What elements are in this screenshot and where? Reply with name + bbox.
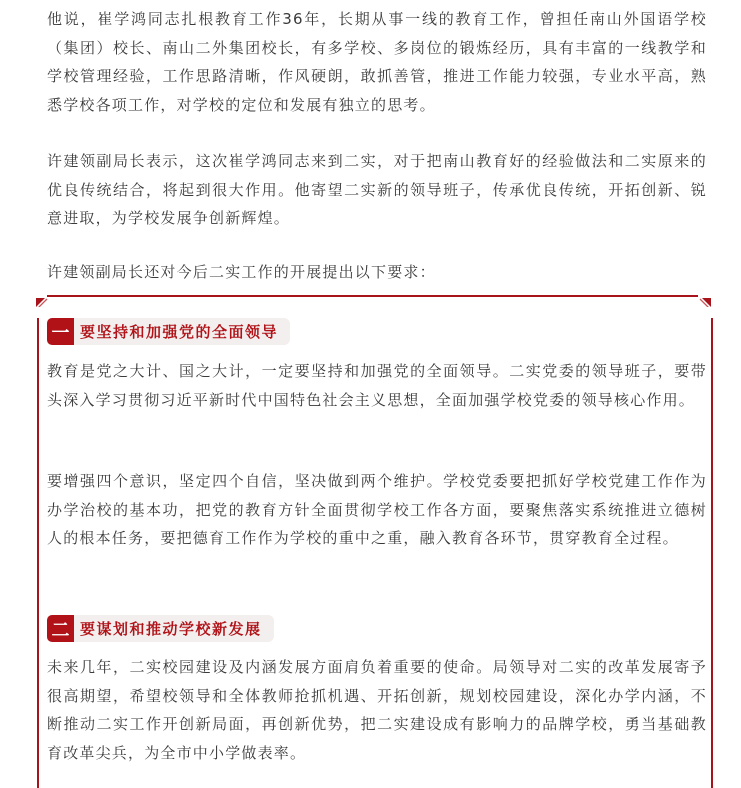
intro-paragraph-3: 许建领副局长还对今后二实工作的开展提出以下要求： xyxy=(47,263,436,281)
section-title: 要坚持和加强党的全面领导 xyxy=(80,323,279,341)
section-heading-1 xyxy=(47,318,290,345)
frame-corner-right-icon xyxy=(699,295,711,307)
section-title: 要谋划和推动学校新发展 xyxy=(80,620,262,638)
section-1-paragraph-1: 教育是党之大计、国之大计，一定要坚持和加强党的全面领导。二实党委的领导班子，要带头深入学习贯彻习近平新时代中国特色社会主义思想，全面加强学校党委的领导核心作用。 xyxy=(47,362,707,409)
intro-paragraph-2: 许建领副局长表示，这次崔学鸿同志来到二实，对于把南山教育好的经验做法和二实原来的优良传统结合，将起到很大作用。他寄望二实新的领导班子，传承优良传统，开拓创新、锐意进取，为学校发展争创新辉煌。 xyxy=(47,152,707,227)
frame-top-border xyxy=(47,295,698,297)
intro-paragraph-1: 他说，崔学鸿同志扎根教育工作36年，长期从事一线的教育工作，曾担任南山外国语学校（集团）校长、南山二外集团校长，有多学校、多岗位的锻炼经历，具有丰富的一线教学和学校管理经验，工作思路清晰，作风硬朗，敢抓善管，推进工作能力较强，专业水平高，熟悉学校各项工作，对学校的定位和发展有独立的思考。 xyxy=(47,10,707,114)
frame-left-border xyxy=(37,318,39,788)
section-2-paragraph-1: 未来几年，二实校园建设及内涵发展方面肩负着重要的使命。局领导对二实的改革发展寄予很高期望，希望校领导和全体教师抢抓机遇、开拓创新，规划校园建设，深化办学内涵，不断推动二实工作开创新局面，再创新优势，把二实建设成有影响力的品牌学校，勇当基础教育改革尖兵，为全市中小学做表率。 xyxy=(47,658,707,762)
section-number-badge: 一 xyxy=(47,318,74,345)
section-heading-2 xyxy=(47,615,274,642)
frame-right-border xyxy=(711,318,713,788)
section-1-paragraph-2: 要增强四个意识，坚定四个自信，坚决做到两个维护。学校党委要把抓好学校党建工作作为办学治校的基本功，把党的教育方针全面贯彻学校工作各方面，要聚焦落实系统推进立德树人的根本任务，要把德育工作作为学校的重中之重，融入教育各环节，贯穿教育全过程。 xyxy=(47,472,707,547)
section-number-badge: 二 xyxy=(47,615,74,642)
